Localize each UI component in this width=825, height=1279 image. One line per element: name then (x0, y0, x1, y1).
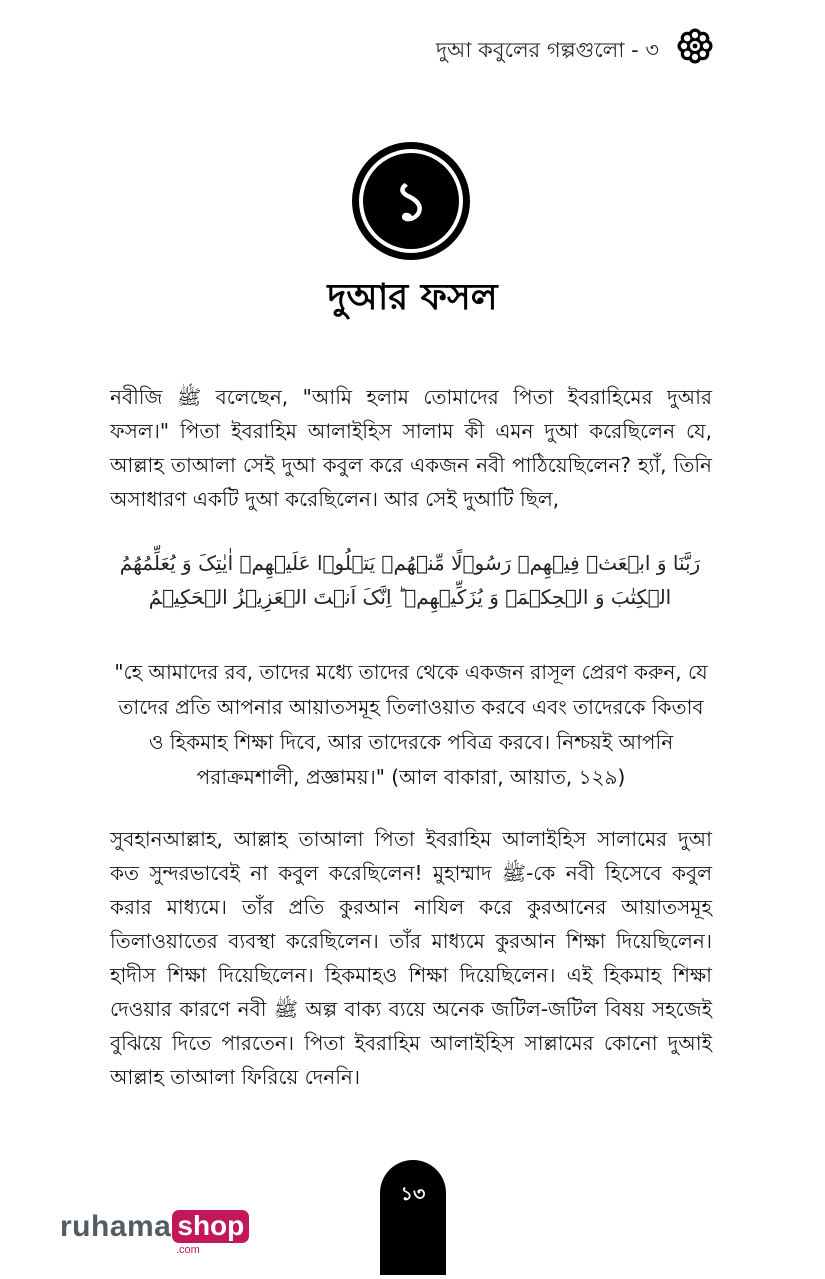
body-paragraph-1: নবীজি ﷺ বলেছেন, "আমি হলাম তোমাদের পিতা ইবরাহিমের দুআর ফসল।" পিতা ইবরাহিম আলাইহিস সালাম কী এমন দুআ করেছিলেন যে, আল্লাহ তাআলা সেই দুআ কবুল করে একজন নবী পাঠিয়েছিলেন? হ্যাঁ, তিনি অসাধারণ একটি দুআ করেছিলেন। আর সেই দুআটি ছিল, (110, 385, 712, 511)
brand-logo (60, 1210, 249, 1260)
book-title: দুআ কবুলের গল্পগুলো - ৩ (435, 38, 659, 62)
body-paragraph-2: সুবহানআল্লাহ, আল্লাহ তাআলা পিতা ইবরাহিম আলাইহিস সালামের দুআ কত সুন্দরভাবেই না কবুল করেছিলেন! মুহাম্মাদ ﷺ-কে নবী হিসেবে কবুল করার মাধ্যমে। তাঁর প্রতি কুরআন নাযিল করে কুরআনের আয়াতসমূহ তিলাওয়াতের ব্যবস্থা করেছিলেন। তাঁর মাধ্যমে কুরআন শিক্ষা দিয়েছিলেন। হাদীস শিক্ষা দিয়েছিলেন। হিকমাহও শিক্ষা দিয়েছিলেন। এই হিকমাহ শিক্ষা দেওয়ার কারণে নবী ﷺ অল্প বাক্য ব্যয়ে অনেক জটিল-জটিল বিষয় সহজেই বুঝিয়ে দিতে পারতেন। পিতা ইবরাহিম আলাইহিস সাল্লামের কোনো দুআই আল্লাহ তাআলা ফিরিয়ে দেননি। (110, 827, 712, 1089)
running-header (0, 26, 715, 70)
brand-shop-badge: shop (172, 1210, 249, 1243)
brand-domain: .com (176, 1244, 200, 1256)
verse-translation-quote: "হে আমাদের রব, তাদের মধ্যে তাদের থেকে একজন রাসূল প্রেরণ করুন, যে তাদের প্রতি আপনার আয়াতসমূহ তিলাওয়াত করবে এবং তাদেরকে কিতাব ও হিকমাহ শিক্ষা দিবে, আর তাদেরকে পবিত্র করবে। নিশ্চয়ই আপনি পরাক্রমশালী, প্রজ্ঞাময়।" (আল বাকারা, আয়াত, ১২৯) (114, 660, 708, 789)
page-number: ১৩ (400, 1183, 426, 1205)
brand-name: ruhama (60, 1210, 172, 1243)
page-number-tab (380, 1160, 446, 1275)
arabic-verse: رَبَّنَا وَ ابۡعَثۡ فِیۡهِمۡ رَسُوۡلًا مِّنۡهُمۡ یَتۡلُوۡا عَلَیۡهِمۡ اٰیٰتِکَ وَ یُعَلِّمُهُمُ الۡکِتٰبَ وَ الۡحِکۡمَۃَ وَ یُزَکِّیۡهِمۡ ؕ اِنَّکَ اَنۡتَ الۡعَزِیۡزُ الۡحَکِیۡمُ (119, 551, 701, 609)
chapter-number: ১ (393, 170, 429, 233)
chapter-title: দুআর ফসল (327, 277, 498, 318)
flower-ornament-icon (675, 26, 715, 70)
chapter-number-badge (350, 140, 472, 262)
